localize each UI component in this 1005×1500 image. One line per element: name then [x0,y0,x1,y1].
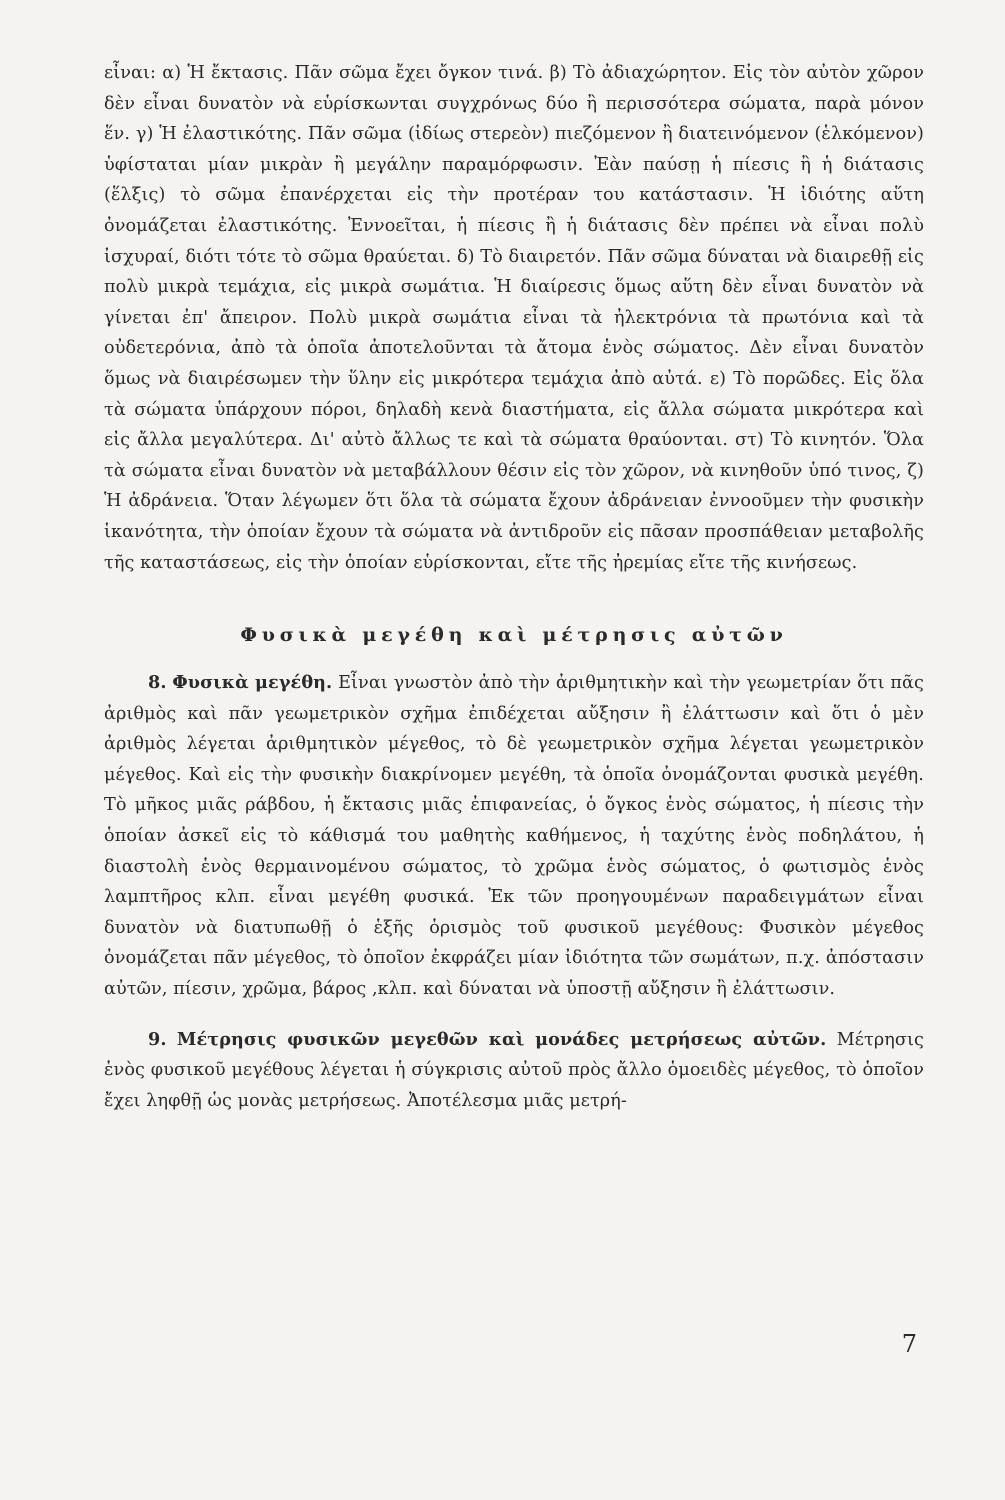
section-8-number: 8. [148,672,167,694]
section-8-heading: Φυσικὰ μεγέθη. [172,672,333,694]
section-title: Φυσικὰ μεγέθη καὶ μέτρησις αὐτῶν [240,624,788,647]
section-8-paragraph [104,668,924,1005]
section-9-heading: Μέτρησις φυσικῶν μεγεθῶν καὶ μονάδες μετρήσεως αὐτῶν. [176,1028,827,1050]
section-9-paragraph [104,1025,924,1117]
page-number: 7 [901,1330,917,1358]
section-8-text: Εἶναι γνωστὸν ἀπὸ τὴν ἀριθμητικὴν καὶ τὴν γεωμετρίαν ὅτι πᾶς ἀριθμὸς καὶ πᾶν γεωμετρικὸν σχῆμα ἐπιδέχεται αὔξησιν ἢ ἐλάττωσιν καὶ ὅτι ὁ μὲν ἀριθμὸς λέγεται ἀριθμητικὸν μέγεθος, τὸ δὲ γεωμετρικὸν σχῆμα λέγεται γεωμετρικὸν μέγεθος. Καὶ εἰς τὴν φυσικὴν διακρίνομεν μεγέθη, τὰ ὁποῖα ὀνομάζονται φυσικὰ μεγέθη. Τὸ μῆκος μιᾶς ράβδου, ἡ ἔκτασις μιᾶς ἐπιφανείας, ὁ ὄγκος ἑνὸς σώματος, ἡ πίεσις τὴν ὁποίαν ἀσκεῖ εἰς τὸ κάθισμά του μαθητὴς καθήμενος, ἡ ταχύτης ἑνὸς ποδηλάτου, ἡ διαστολὴ ἑνὸς θερμαινομένου σώματος, τὸ χρῶμα ἑνὸς σώματος, ὁ φωτισμὸς ἑνὸς λαμπτῆρος κλπ. εἶναι μεγέθη φυσικά. Ἐκ τῶν προηγουμένων παραδειγμάτων εἶναι δυνατὸν νὰ διατυπωθῇ ὁ ἑξῆς ὁρισμὸς τοῦ φυσικοῦ μεγέθους: Φυσικὸν μέγεθος ὀνομάζεται πᾶν μέγεθος, τὸ ὁποῖον ἐκφράζει μίαν ἰδιότητα τῶν σωμάτων, π.χ. ἀπόστασιν αὐτῶν, πίεσιν, χρῶμα, βάρος ,κλπ. καὶ δύναται νὰ ὑποστῇ αὔξησιν ἢ ἐλάττωσιν. [104,673,924,1000]
page-content [104,58,924,1116]
intro-paragraph: εἶναι: α) Ἡ ἔκτασις. Πᾶν σῶμα ἔχει ὄγκον τινά. β) Τὸ ἀδιαχώρητον. Εἰς τὸν αὐτὸν χῶρον δὲν εἶναι δυνατὸν νὰ εὑρίσκωνται συγχρόνως δύο ἢ περισσότερα σώματα, παρὰ μόνον ἕν. γ) Ἡ ἐλαστικότης. Πᾶν σῶμα (ἰδίως στερεὸν) πιεζόμενον ἢ διατεινόμενον (ἑλκόμενον) ὑφίσταται μίαν μικρὰν ἢ μεγάλην παραμόρφωσιν. Ἐὰν παύσῃ ἡ πίεσις ἢ ἡ διάτασις (ἕλξις) τὸ σῶμα ἐπανέρχεται εἰς τὴν προτέραν του κατάστασιν. Ἡ ἰδιότης αὕτη ὀνομάζεται ἐλαστικότης. Ἐννοεῖται, ἡ πίεσις ἢ ἡ διάτασις δὲν πρέπει νὰ εἶναι πολὺ ἰσχυραί, διότι τότε τὸ σῶμα θραύεται. δ) Τὸ διαιρετόν. Πᾶν σῶμα δύναται νὰ διαιρεθῇ εἰς πολὺ μικρὰ τεμάχια, εἰς μικρὰ σωμάτια. Ἡ διαίρεσις ὅμως αὕτη δὲν εἶναι δυνατὸν νὰ γίνεται ἐπ' ἄπειρον. Πολὺ μικρὰ σωμάτια εἶναι τὰ ἠλεκτρόνια τὰ πρωτόνια καὶ τὰ οὐδετερόνια, ἀπὸ τὰ ὁποῖα ἀποτελοῦνται τὰ ἄτομα ἑνὸς σώματος. Δὲν εἶναι δυνατὸν ὅμως νὰ διαιρέσωμεν τὴν ὕλην εἰς μικρότερα τεμάχια ἀπὸ αὐτά. ε) Τὸ πορῶδες. Εἰς ὅλα τὰ σώματα ὑπάρχουν πόροι, δηλαδὴ κενὰ διαστήματα, εἰς ἄλλα σώματα μικρότερα καὶ εἰς ἄλλα μεγαλύτερα. Δι' αὐτὸ ἄλλως τε καὶ τὰ σώματα θραύονται. στ) Τὸ κινητόν. Ὅλα τὰ σώματα εἶναι δυνατὸν νὰ μεταβάλλουν θέσιν εἰς τὸν χῶρον, νὰ κινηθοῦν ὑπό τινος, ζ) Ἡ ἀδράνεια. Ὅταν λέγωμεν ὅτι ὅλα τὰ σώματα ἔχουν ἀδράνειαν ἐννοοῦμεν τὴν φυσικὴν ἱκανότητα, τὴν ὁποίαν ἔχουν τὰ σώματα νὰ ἀντιδροῦν εἰς πᾶσαν προσπάθειαν μεταβολῆς τῆς καταστάσεως, εἰς τὴν ὁποίαν εὑρίσκονται, εἴτε τῆς ἠρεμίας εἴτε τῆς κινήσεως. [104,63,924,573]
section-9-text: Μέτρησις ἑνὸς φυσικοῦ μεγέθους λέγεται ἡ σύγκρισις αὐτοῦ πρὸς ἄλλο ὁμοειδὲς μέγεθος, τὸ ὁποῖον ἔχει ληφθῇ ὡς μονὰς μετρήσεως. Ἀποτέλεσμα μιᾶς μετρή- [104,1029,924,1111]
section-9-number: 9. [148,1028,167,1050]
